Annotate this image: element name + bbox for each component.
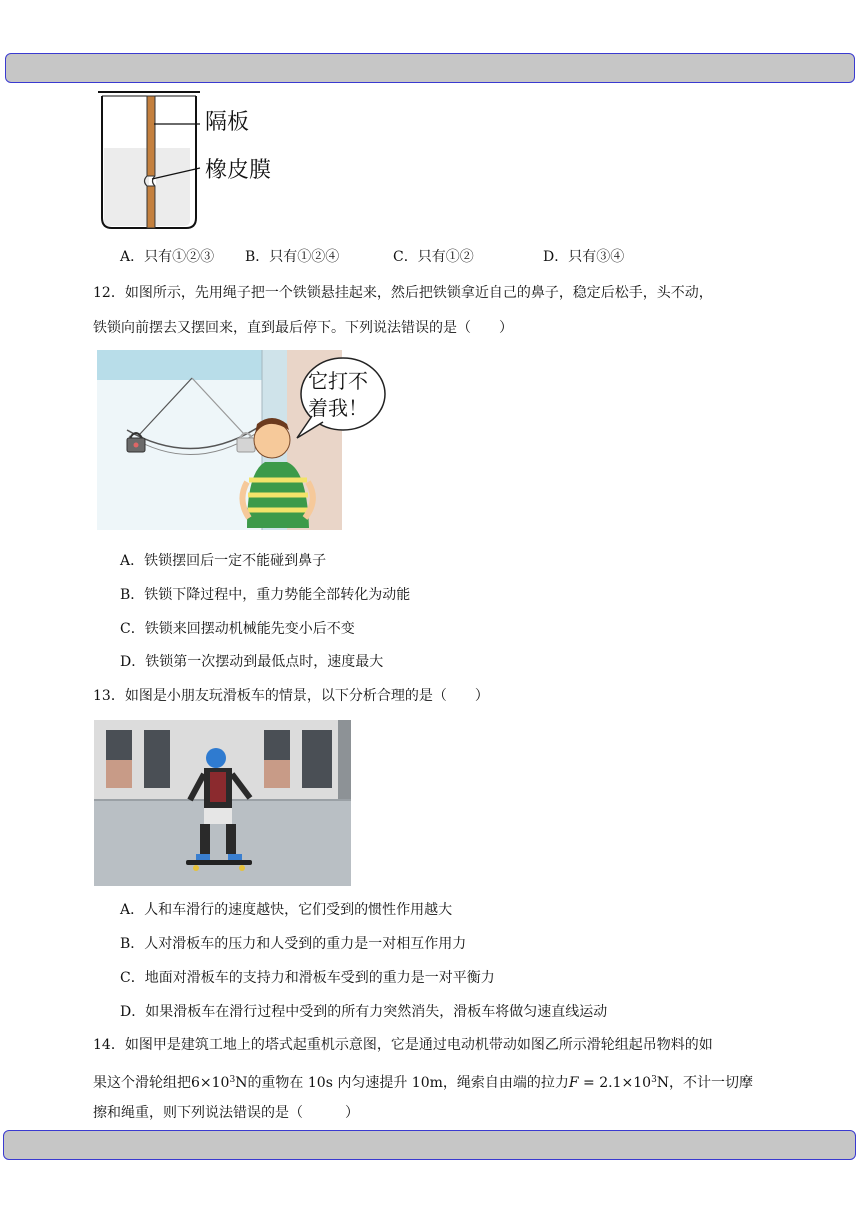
- q13-option-c: C．地面对滑板车的支持力和滑板车受到的重力是一对平衡力: [120, 970, 495, 986]
- q13-option-b: B．人对滑板车的压力和人受到的重力是一对相互作用力: [120, 936, 467, 952]
- q11-option-d: D．只有③④: [543, 249, 625, 265]
- q12-option-a: A．铁锁摆回后一定不能碰到鼻子: [120, 553, 327, 569]
- skateboard-photo: [94, 720, 351, 886]
- q14-force-value: = $2.1\times 10^3N$: [578, 1075, 670, 1091]
- q14-line3: 擦和绳重，则下列说法错误的是（ ）: [93, 1105, 359, 1121]
- label-membrane: 橡皮膜: [205, 158, 272, 183]
- q12-option-b: B．铁锁下降过程中，重力势能全部转化为动能: [120, 587, 411, 603]
- q14-line1: 14．如图甲是建筑工地上的塔式起重机示意图，它是通过电动机带动如图乙所示滑轮组起吊物料的如: [93, 1037, 713, 1053]
- q14-line2-part-a: 果这个滑轮组把: [93, 1075, 191, 1091]
- q14-force-var: F: [568, 1075, 579, 1091]
- q11-option-c: C．只有①②: [393, 249, 474, 265]
- q11-option-a: A．只有①②③: [120, 249, 215, 265]
- q13-option-d: D．如果滑板车在滑行过程中受到的所有力突然消失，滑板车将做匀速直线运动: [120, 1004, 608, 1020]
- q14-weight: $6\times 10^3N$: [191, 1075, 248, 1091]
- q14-line2-part-b: 的重物在 10s 内匀速提升 10m，绳索自由端的拉力: [247, 1075, 569, 1091]
- q14-line2: [93, 1070, 753, 1093]
- speech-bubble-line2: 着我！: [308, 396, 368, 420]
- q11-option-b: B．只有①②④: [245, 249, 340, 265]
- q14-line2-part-c: ，不计一切摩: [669, 1075, 754, 1091]
- q12-stem-line2: 铁锁向前摆去又摆回来，直到最后停下。下列说法错误的是（ ）: [93, 320, 513, 336]
- q12-option-c: C．铁锁来回摆动机械能先变小后不变: [120, 621, 355, 637]
- label-partition: 隔板: [205, 110, 250, 135]
- q13-stem: 13．如图是小朋友玩滑板车的情景，以下分析合理的是（ ）: [93, 688, 489, 704]
- q12-option-d: D．铁锁第一次摆动到最低点时，速度最大: [120, 654, 384, 670]
- q12-stem-line1: 12．如图所示，先用绳子把一个铁锁悬挂起来，然后把铁锁拿近自己的鼻子，稳定后松手，头不动，: [93, 285, 713, 301]
- header-bar: [5, 53, 855, 83]
- q13-option-a: A．人和车滑行的速度越快，它们受到的惯性作用越大: [120, 902, 453, 918]
- speech-bubble-line1: 它打不: [308, 369, 368, 393]
- footer-bar: [3, 1130, 856, 1160]
